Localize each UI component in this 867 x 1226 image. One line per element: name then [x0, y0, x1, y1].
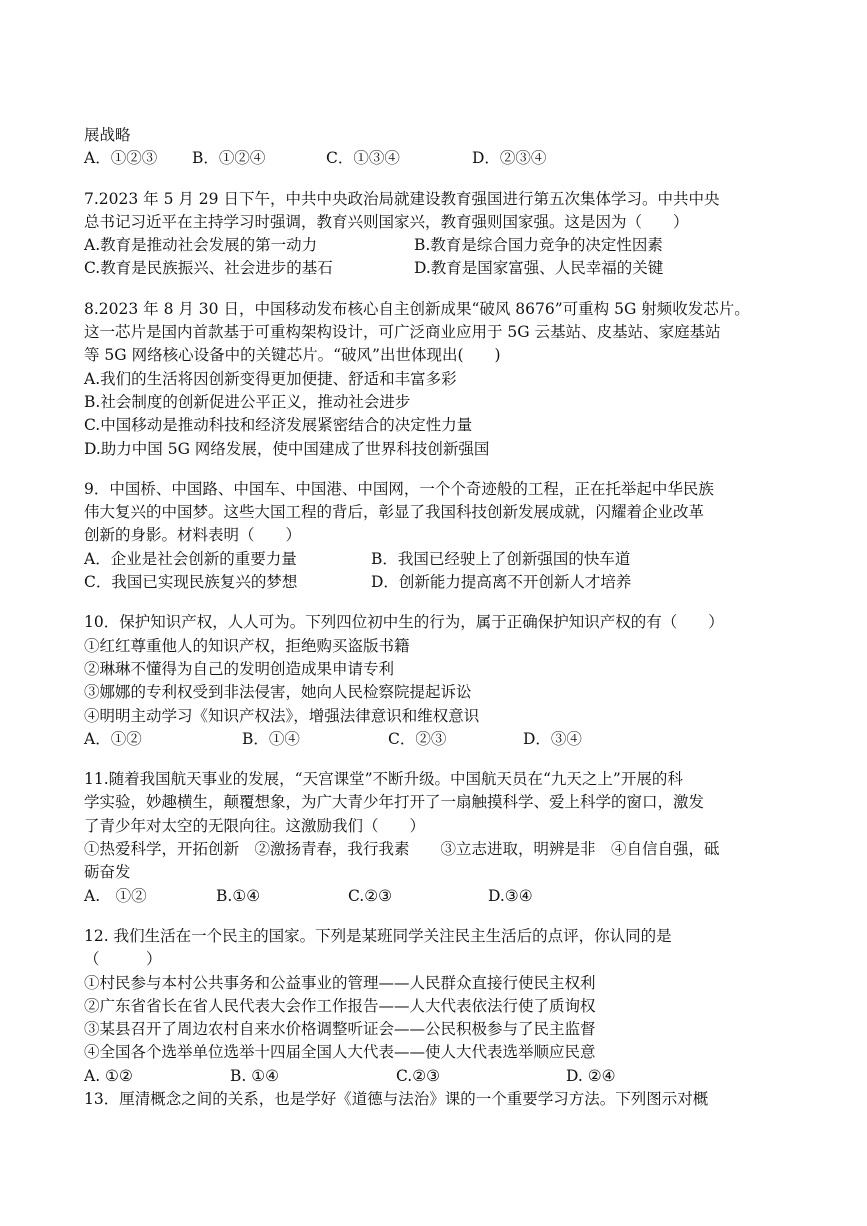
q11-options — [84, 885, 796, 908]
q12-item-1: ①村民参与本村公共事务和公益事业的管理——人民群众直接行使民主权利 — [84, 973, 596, 992]
q12-option-d: D. ②④ — [566, 1066, 616, 1085]
q12-options — [84, 1065, 796, 1088]
q12-option-b: B. ①④ — [230, 1066, 280, 1085]
q13-line-1: 13．厘清概念之间的关系，也是学好《道德与法治》课的一个重要学习方法。下列图示对概 — [84, 1089, 709, 1108]
q10-option-c: C．②③ — [388, 729, 447, 748]
q9-options-row-2 — [84, 571, 796, 594]
q12-option-a: A. ①② — [84, 1066, 133, 1085]
q8-option-d: D.助力中国 5G 网络发展，使中国建成了世界科技创新强国 — [84, 439, 490, 458]
q11-option-d: D.③④ — [488, 886, 533, 905]
q6-tail: 展战略 — [84, 126, 131, 144]
q11-line-1: 11.随着我国航天事业的发展，“天宫课堂”不断升级。中国航天员在“九天之上”开展的科 — [84, 770, 683, 789]
q7-options-row-2 — [84, 257, 796, 280]
q9-line-3: 创新的身影。材料表明（ ） — [84, 526, 302, 545]
q10-line-1: 10．保护知识产权，人人可为。下列四位初中生的行为，属于正确保护知识产权的有（ ） — [84, 613, 724, 632]
q11-line-2: 学实验，妙趣横生，颠覆想象，为广大青少年打开了一扇触摸科学、爱上科学的窗口，激发 — [84, 793, 705, 812]
q6-options — [84, 147, 796, 170]
q12-item-3: ③某县召开了周边农村自来水价格调整听证会——公民积极参与了民主监督 — [84, 1020, 596, 1039]
q7-option-c: C.教育是民族振兴、社会进步的基石 — [84, 259, 333, 278]
q10-options — [84, 728, 796, 751]
q7-line-2: 总书记习近平在主持学习时强调，教育兴则国家兴，教育强则国家强。这是因为（ ） — [84, 212, 689, 231]
q10-item-4: ④明明主动学习《知识产权法》，增强法律意识和维权意识 — [84, 706, 480, 725]
q7-line-1: 7.2023 年 5 月 29 日下午，中共中央政治局就建设教育强国进行第五次集体学习。中共中央 — [84, 189, 720, 208]
q10-item-3: ③娜娜的专利权受到非法侵害，她向人民检察院提起诉讼 — [84, 683, 472, 702]
q9-option-a: A．企业是社会创新的重要力量 — [84, 549, 297, 568]
q12-option-c: C.②③ — [396, 1066, 441, 1085]
q11-option-b: B.①④ — [216, 886, 261, 905]
q7-option-d: D.教育是国家富强、人民幸福的关键 — [414, 259, 664, 278]
q8-line-2: 这一芯片是国内首款基于可重构架构设计，可广泛商业应用于 5G 云基站、皮基站、家庭基站 — [84, 323, 721, 342]
q11-line-3: 了青少年对太空的无限向往。这激励我们（ ） — [84, 816, 426, 835]
q8-line-3: 等 5G 网络核心设备中的关键芯片。“破风”出世体现出( ) — [84, 346, 501, 365]
q10-item-1: ①红红尊重他人的知识产权，拒绝购买盗版书籍 — [84, 636, 410, 655]
q6-option-a: A．①②③ — [84, 149, 158, 168]
q10-item-2: ②琳琳不懂得为自己的发明创造成果申请专利 — [84, 659, 395, 678]
q6-option-d: D．②③④ — [472, 149, 547, 168]
q7-options-row-1 — [84, 234, 796, 257]
q8-option-b: B.社会制度的创新促进公平正义，推动社会进步 — [84, 392, 411, 411]
q9-line-2: 伟大复兴的中国梦。这些大国工程的背后，彰显了我国科技创新发展成就，闪耀着企业改革 — [84, 503, 705, 522]
q6-option-c: C．①③④ — [326, 149, 400, 168]
exam-page — [84, 124, 796, 1111]
q6-option-b: B．①②④ — [192, 149, 266, 168]
q12-line-2: （ ） — [84, 950, 162, 969]
q11-option-a: A. ①② — [84, 886, 147, 905]
q10-option-d: D．③④ — [523, 729, 582, 748]
q9-option-c: C．我国已实现民族复兴的梦想 — [84, 573, 298, 592]
q12-line-1: 12. 我们生活在一个民主的国家。下列是某班同学关注民主生活后的点评，你认同的是 — [84, 926, 672, 945]
q9-option-d: D．创新能力提高离不开创新人才培养 — [371, 573, 632, 592]
q9-options-row-1 — [84, 548, 796, 571]
q11-line-4: ①热爱科学，开拓创新 ②激扬青春，我行我素 ③立志进取，明辨是非 ④自信自强，砥 — [84, 840, 720, 859]
q10-option-b: B．①④ — [242, 729, 300, 748]
q9-option-b: B．我国已经驶上了创新强国的快车道 — [371, 549, 631, 568]
q7-option-a: A.教育是推动社会发展的第一动力 — [84, 236, 318, 255]
q9-line-1: 9．中国桥、中国路、中国车、中国港、中国网，一个个奇迹般的工程，正在托举起中华民族 — [84, 479, 714, 498]
q11-line-5: 砺奋发 — [84, 863, 131, 882]
q11-option-c: C.②③ — [348, 886, 393, 905]
q8-option-a: A.我们的生活将因创新变得更加便捷、舒适和丰富多彩 — [84, 369, 457, 388]
q8-option-c: C.中国移动是推动科技和经济发展紧密结合的决定性力量 — [84, 416, 473, 435]
q10-option-a: A．①② — [84, 729, 142, 748]
q8-line-1: 8.2023 年 8 月 30 日，中国移动发布核心自主创新成果“破风 8676”可重构 5G 射频收发芯片。 — [84, 299, 750, 318]
q7-option-b: B.教育是综合国力竞争的决定性因素 — [414, 236, 663, 255]
q12-item-2: ②广东省省长在省人民代表大会作工作报告——人大代表依法行使了质询权 — [84, 996, 596, 1015]
q12-item-4: ④全国各个选举单位选举十四届全国人大代表——使人大代表选举顺应民意 — [84, 1043, 596, 1062]
